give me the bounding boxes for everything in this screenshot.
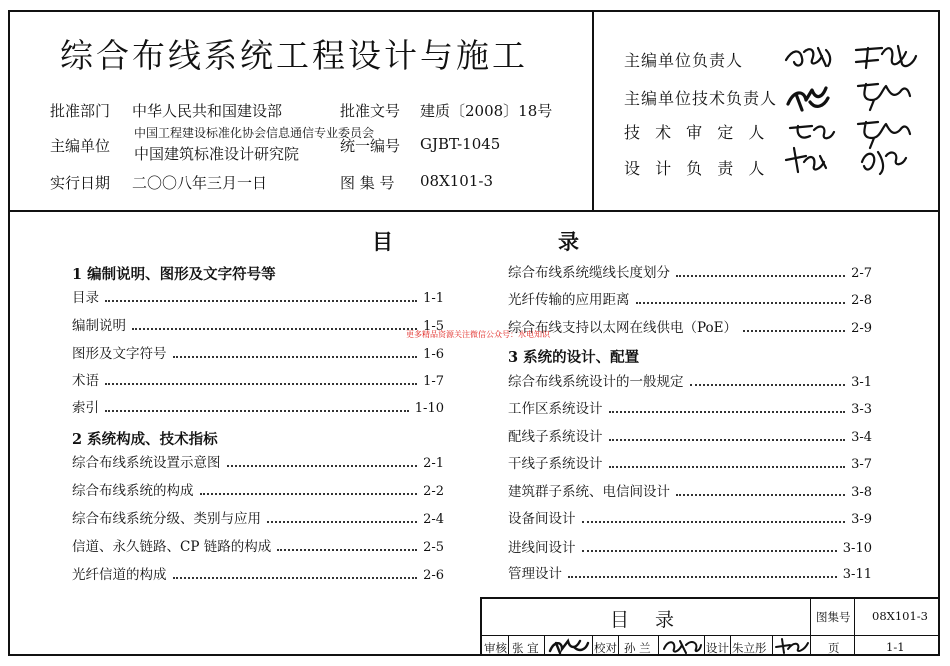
- toc-entry-page: 2-6: [423, 568, 444, 583]
- toc-entry-page: 2-1: [423, 456, 444, 471]
- unified-no-value: GJBT-1045: [420, 135, 501, 153]
- toc-entry-page: 2-7: [851, 266, 872, 281]
- toc-entry-page: 1-7: [423, 374, 444, 389]
- toc-entry-page: 3-7: [851, 457, 872, 472]
- title-block-vline: [508, 635, 509, 656]
- leader-dots: [105, 409, 409, 412]
- title-block-vline: [618, 635, 619, 656]
- title-block-vline: [854, 599, 855, 656]
- toc-entry-page: 1-1: [423, 291, 444, 306]
- header-divider: [592, 10, 594, 212]
- chief-unit-head-label: 主编单位负责人: [624, 51, 744, 70]
- toc-entry[interactable]: [508, 370, 872, 390]
- toc-entry-title: 综合布线系统缆线长度划分: [508, 265, 670, 281]
- toc-entry-page: 3-9: [851, 512, 872, 527]
- toc-entry[interactable]: [72, 396, 444, 416]
- unified-no-label: 统一编号: [340, 137, 401, 155]
- title-block-hline: [482, 635, 940, 636]
- title-block-vline: [592, 635, 593, 656]
- leader-dots: [690, 383, 846, 386]
- toc-entry-title: 工作区系统设计: [508, 401, 603, 417]
- toc-entry-title: 综合布线系统分级、类别与应用: [72, 511, 261, 527]
- toc-entry-title: 图形及文字符号: [72, 346, 167, 362]
- approve-dept-label: 批准部门: [50, 102, 111, 120]
- leader-dots: [676, 493, 845, 496]
- toc-entry-title: 综合布线系统设置示意图: [72, 455, 221, 471]
- title-block-vline: [704, 635, 705, 656]
- leader-dots: [227, 464, 418, 467]
- tech-reviewer-label: 技 术 审 定 人: [624, 123, 770, 142]
- toc-entry[interactable]: [508, 425, 872, 445]
- check-name: 孙 兰: [624, 641, 651, 655]
- toc-entry[interactable]: [72, 507, 444, 527]
- page-label: 页: [828, 641, 840, 655]
- toc-entry-page: 1-5: [423, 319, 444, 334]
- review-signature: [548, 637, 590, 655]
- toc-entry[interactable]: [508, 261, 872, 281]
- leader-dots: [609, 438, 846, 441]
- chief-unit-tech-head-label: 主编单位技术负责人: [624, 89, 778, 108]
- leader-dots: [609, 410, 846, 413]
- toc-entry-title: 建筑群子系统、电信间设计: [508, 484, 670, 500]
- leader-dots: [743, 329, 845, 332]
- toc-entry-page: 2-2: [423, 484, 444, 499]
- leader-dots: [105, 382, 417, 385]
- toc-entry-title: 编制说明: [72, 318, 126, 334]
- leader-dots: [676, 274, 845, 277]
- toc-entry-title: 管理设计: [508, 566, 562, 582]
- toc-entry[interactable]: [72, 451, 444, 471]
- toc-entry[interactable]: [508, 480, 872, 500]
- title-block-vline: [658, 635, 659, 656]
- title-block-title: 目 录: [610, 609, 685, 631]
- toc-entry-page: 2-5: [423, 540, 444, 555]
- title-block: [480, 597, 940, 656]
- toc-entry-title: 光纤传输的应用距离: [508, 292, 630, 308]
- atlas-no-label: 图 集 号: [340, 174, 395, 192]
- effective-date-value: 二〇〇八年三月一日: [132, 174, 268, 192]
- check-label: 校对: [594, 641, 617, 655]
- page-value: 1-1: [886, 640, 905, 654]
- review-label: 审核: [484, 641, 507, 655]
- toc-entry-title: 索引: [72, 400, 99, 416]
- toc-entry[interactable]: [508, 562, 872, 582]
- toc-entry-title: 综合布线系统的构成: [72, 483, 194, 499]
- toc-entry-title: 设备间设计: [508, 511, 576, 527]
- chief-unit-value-1: 中国工程建设标准化协会信息通信专业委员会: [134, 126, 375, 140]
- toc-entry-title: 进线间设计: [508, 540, 576, 556]
- toc-entry-page: 1-6: [423, 347, 444, 362]
- signature-block: [782, 40, 932, 190]
- toc-entry[interactable]: [72, 369, 444, 389]
- leader-dots: [173, 355, 418, 358]
- toc-entry-title: 信道、永久链路、CP 链路的构成: [72, 539, 272, 555]
- toc-entry[interactable]: [508, 452, 872, 472]
- approve-doc-label: 批准文号: [340, 102, 401, 120]
- leader-dots: [173, 576, 418, 579]
- toc-entry-page: 3-4: [851, 430, 872, 445]
- section-heading: 3 系统的设计、配置: [508, 349, 640, 366]
- toc-entry[interactable]: [72, 342, 444, 362]
- leader-dots: [568, 575, 837, 578]
- toc-entry-page: 2-4: [423, 512, 444, 527]
- toc-entry-page: 3-11: [842, 567, 872, 582]
- leader-dots: [132, 327, 417, 330]
- title-block-vline: [544, 635, 545, 656]
- leader-dots: [267, 520, 417, 523]
- design-label: 设计: [706, 641, 729, 655]
- toc-entry[interactable]: [508, 536, 872, 556]
- toc-entry-page: 3-10: [842, 541, 872, 556]
- toc-entry-page: 3-8: [851, 485, 872, 500]
- toc-entry-page: 1-10: [414, 401, 444, 416]
- leader-dots: [582, 549, 837, 552]
- toc-entry-page: 3-3: [851, 402, 872, 417]
- atlas-no-value: 08X101-3: [420, 172, 494, 190]
- leader-dots: [609, 465, 846, 468]
- toc-entry-title: 光纤信道的构成: [72, 567, 167, 583]
- toc-entry-title: 综合布线支持以太网在线供电（PoE）: [508, 320, 738, 336]
- chief-unit-label: 主编单位: [50, 137, 111, 155]
- toc-entry-title: 术语: [72, 373, 99, 389]
- toc-entry-page: 2-8: [851, 293, 872, 308]
- atlas-label: 图集号: [816, 610, 851, 624]
- review-name: 张 宜: [512, 641, 539, 655]
- toc-entry[interactable]: [508, 397, 872, 417]
- toc-title-left: 目: [372, 229, 393, 254]
- approve-dept-value: 中华人民共和国建设部: [132, 102, 283, 120]
- toc-entry[interactable]: [508, 507, 872, 527]
- page-title: 综合布线系统工程设计与施工: [60, 36, 528, 75]
- design-head-label: 设 计 负 责 人: [624, 159, 770, 178]
- atlas-value: 08X101-3: [872, 609, 928, 623]
- leader-dots: [200, 492, 418, 495]
- title-block-vline: [810, 599, 811, 656]
- design-name: 朱立彤: [732, 641, 767, 655]
- toc-entry[interactable]: [72, 563, 444, 583]
- leader-dots: [277, 548, 417, 551]
- toc-entry-title: 配线子系统设计: [508, 429, 603, 445]
- toc-title-right: 录: [558, 229, 579, 254]
- effective-date-label: 实行日期: [50, 174, 111, 192]
- toc-entry[interactable]: [72, 286, 444, 306]
- toc-entry[interactable]: [508, 316, 872, 336]
- toc-entry[interactable]: [508, 288, 872, 308]
- toc-entry-page: 2-9: [851, 321, 872, 336]
- section-heading: 2 系统构成、技术指标: [72, 431, 218, 448]
- leader-dots: [105, 299, 417, 302]
- toc-entry[interactable]: [72, 535, 444, 555]
- check-signature: [662, 637, 702, 655]
- approve-doc-value: 建质〔2008〕18号: [420, 102, 553, 120]
- toc-entry-title: 目录: [72, 290, 99, 306]
- toc-entry-page: 3-1: [851, 375, 872, 390]
- design-signature: [774, 637, 810, 655]
- toc-entry-title: 干线子系统设计: [508, 456, 603, 472]
- toc-entry[interactable]: [72, 314, 444, 334]
- section-heading: 1 编制说明、图形及文字符号等: [72, 266, 276, 283]
- toc-entry-title: 综合布线系统设计的一般规定: [508, 374, 684, 390]
- chief-unit-value-2: 中国建筑标准设计研究院: [134, 145, 300, 163]
- toc-entry[interactable]: [72, 479, 444, 499]
- leader-dots: [582, 520, 846, 523]
- title-block-vline: [730, 635, 731, 656]
- title-block-vline: [772, 635, 773, 656]
- leader-dots: [636, 301, 846, 304]
- watermark-text: 更多精品资源关注微信公众号：水电知识: [406, 330, 550, 339]
